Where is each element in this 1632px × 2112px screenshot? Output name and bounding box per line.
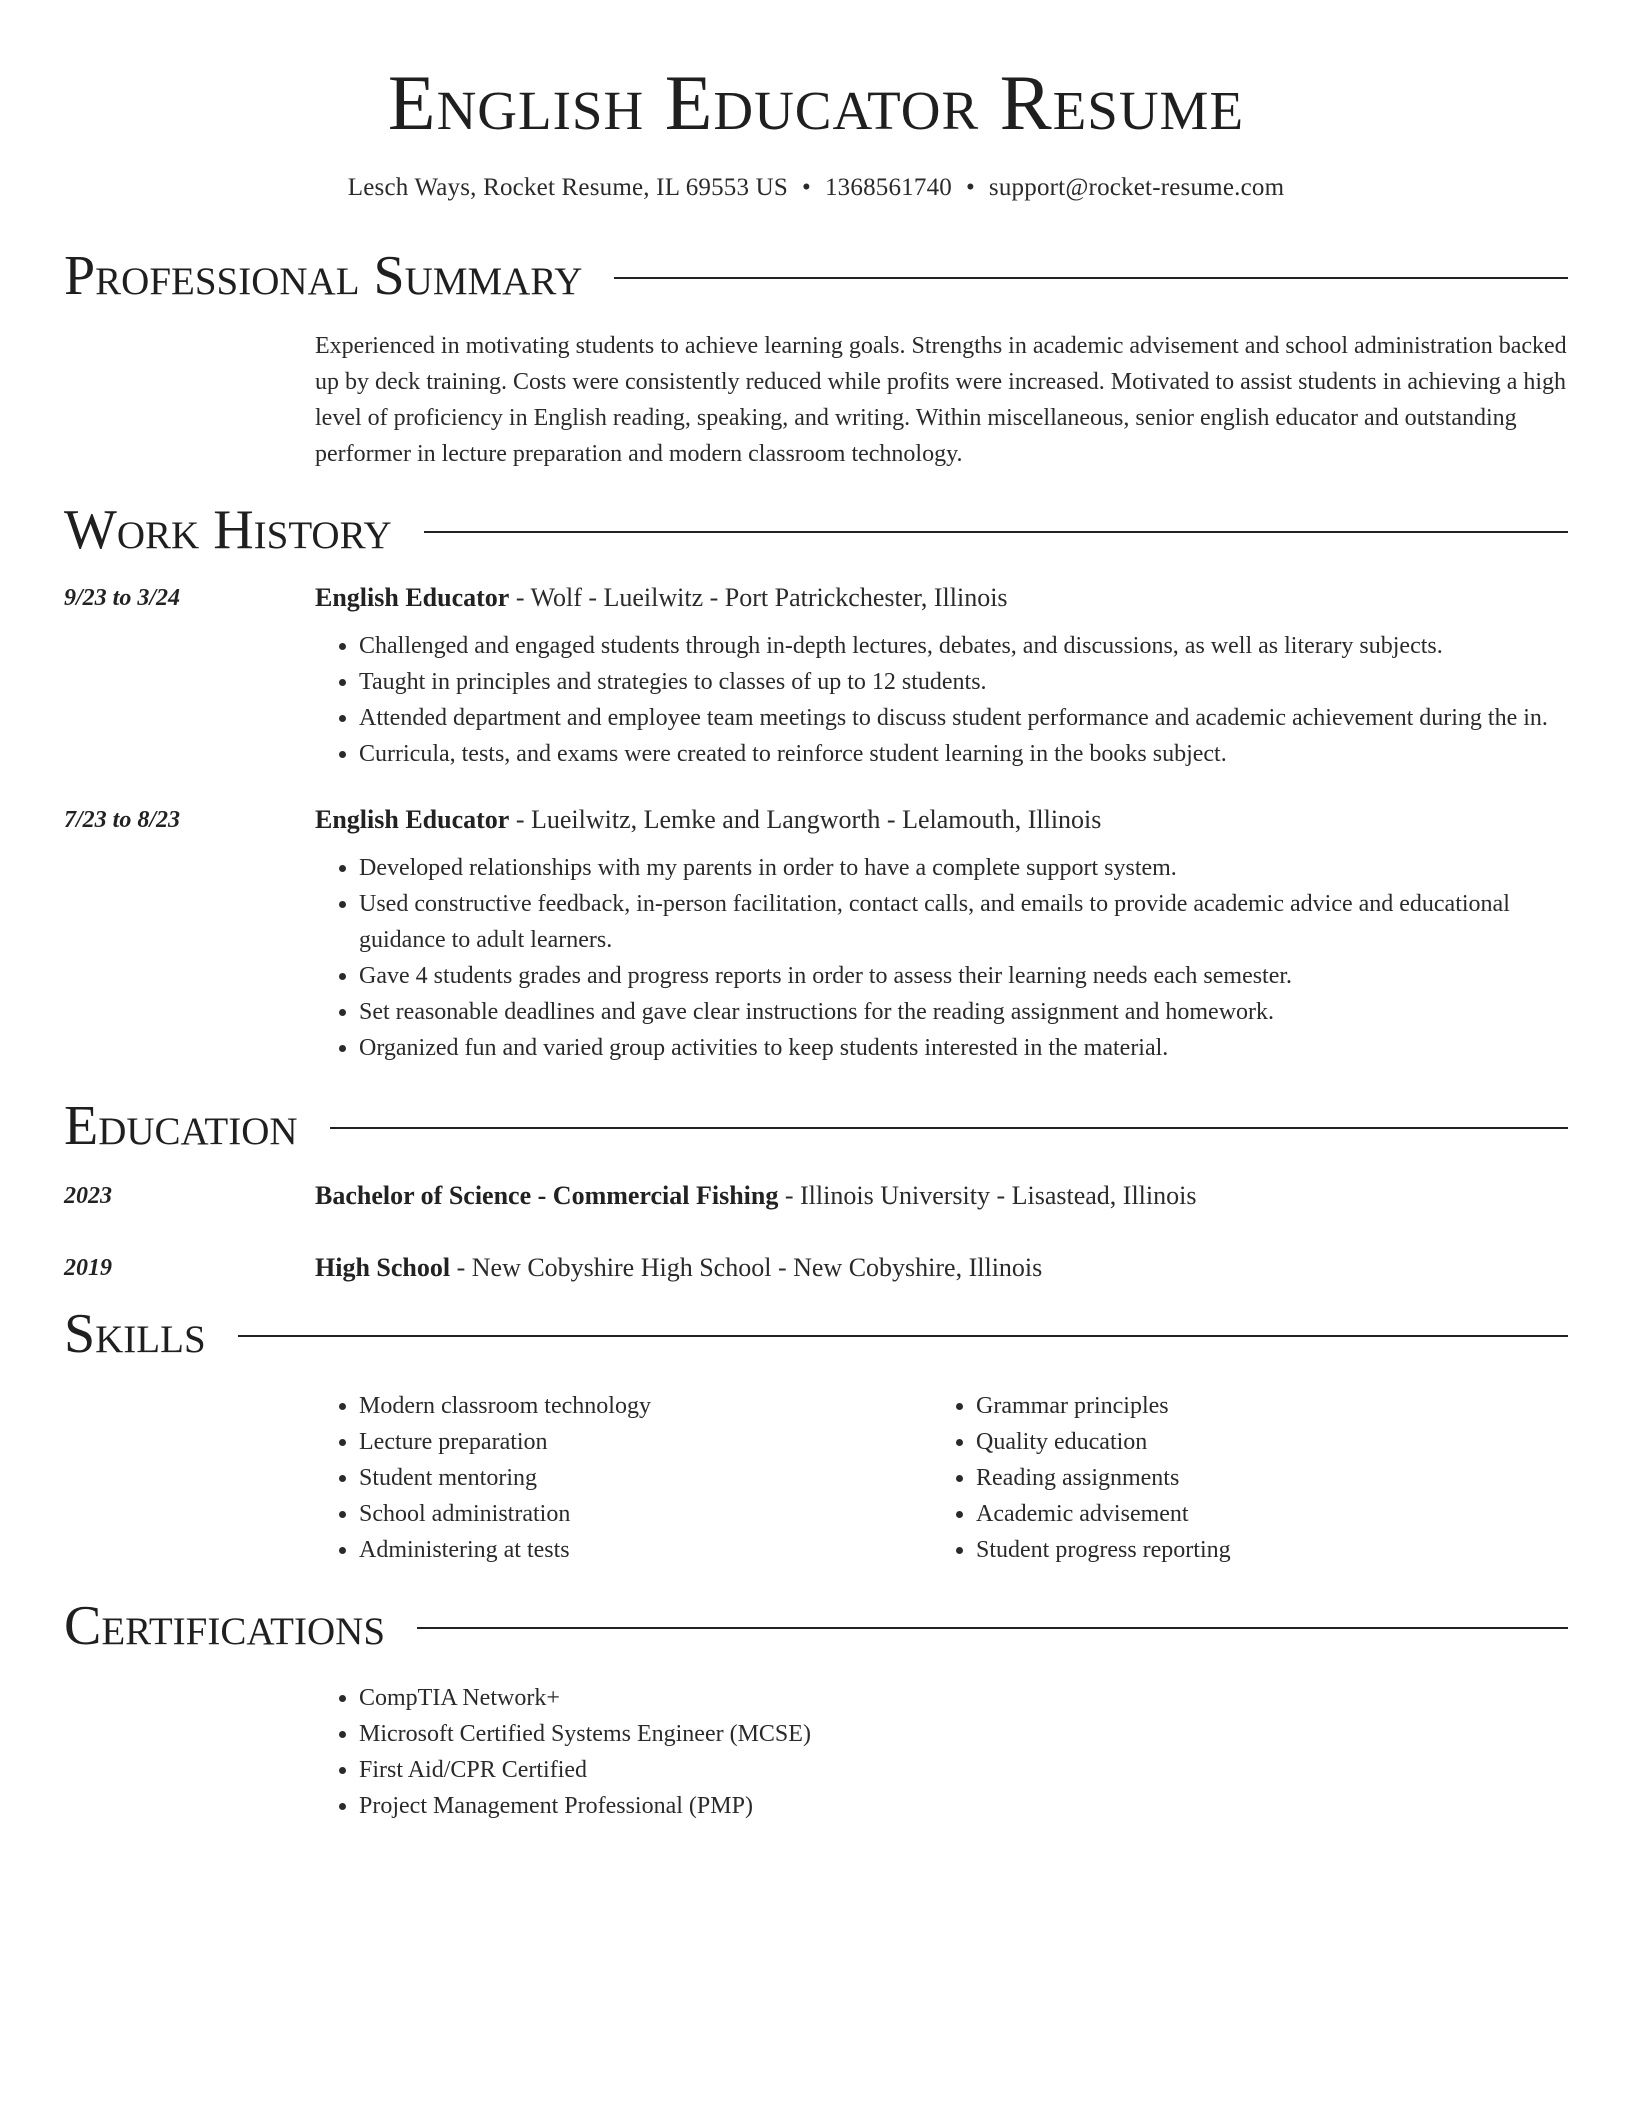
contact-address: Lesch Ways, Rocket Resume, IL 69553 US <box>347 174 789 201</box>
education-heading: Education <box>64 1095 298 1157</box>
job-entry <box>64 580 1568 772</box>
education-details: - Illinois University - Lisastead, Illinois <box>778 1181 1197 1210</box>
list-item: • Student progress reporting <box>976 1532 1549 1568</box>
list-item: • Organized fun and varied group activities to keep students interested in the material. <box>359 1030 1568 1066</box>
list-item: • Set reasonable deadlines and gave clear instructions for the reading assignment and homework. <box>359 994 1568 1030</box>
contact-phone: 1368561740 <box>824 174 952 201</box>
work-history-heading: Work History <box>64 499 392 561</box>
education-content <box>315 1250 1568 1286</box>
job-heading <box>315 580 1568 616</box>
list-item: • Modern classroom technology <box>359 1388 932 1424</box>
job-content <box>315 580 1568 772</box>
summary-header <box>64 244 1568 308</box>
job-bullets <box>315 628 1568 772</box>
list-item: • Academic advisement <box>976 1496 1549 1532</box>
job-content <box>315 802 1568 1066</box>
list-item: • Curricula, tests, and exams were created to reinforce student learning in the books subject. <box>359 736 1568 772</box>
section-divider <box>417 1627 1568 1629</box>
education-content <box>315 1178 1568 1214</box>
contact-line <box>64 174 1568 202</box>
job-title: English Educator <box>315 805 510 834</box>
job-details: - Lueilwitz, Lemke and Langworth - Lelamouth, Illinois <box>509 805 1102 834</box>
education-degree: Bachelor of Science - Commercial Fishing <box>315 1181 779 1210</box>
list-item: • Used constructive feedback, in-person facilitation, contact calls, and emails to provide academic advice and educational guidance to adult learners. <box>359 886 1568 958</box>
education-heading-line <box>315 1178 1568 1214</box>
education-heading-line <box>315 1250 1568 1286</box>
skills-heading: Skills <box>64 1303 206 1365</box>
skills-list-right <box>932 1388 1549 1568</box>
list-item: • Developed relationships with my parents in order to have a complete support system. <box>359 850 1568 886</box>
education-degree: High School <box>315 1253 451 1282</box>
contact-separator: • <box>965 174 975 201</box>
section-divider <box>330 1127 1568 1129</box>
skills-section <box>64 1302 1568 1568</box>
skills-grid <box>64 1388 1568 1568</box>
summary-heading: Professional Summary <box>64 245 583 307</box>
skills-header <box>64 1302 1568 1366</box>
education-year: 2023 <box>64 1183 112 1209</box>
summary-text: Experienced in motivating students to achieve learning goals. Strengths in academic advisement and school administration backed up by deck training. Costs were consistently reduced while profits were increased. Motivated to assist students in achieving a high level of proficiency in English reading, speaking, and writing. Within miscellaneous, senior english educator and outstanding performer in lecture preparation and modern classroom technology. <box>315 333 1567 467</box>
job-dates: 9/23 to 3/24 <box>64 585 181 611</box>
resume-page <box>64 0 1568 1824</box>
list-item: • Attended department and employee team meetings to discuss student performance and academic achievement during the in. <box>359 700 1568 736</box>
certifications-list-wrap <box>64 1680 1568 1824</box>
resume-title: English Educator Resume <box>387 59 1245 146</box>
contact-separator: • <box>802 174 811 201</box>
job-entry <box>64 802 1568 1066</box>
certifications-list <box>315 1680 1568 1824</box>
skills-list-left <box>315 1388 932 1568</box>
list-item: • Administering at tests <box>359 1532 932 1568</box>
list-item: • Lecture preparation <box>359 1424 932 1460</box>
skills-column-left <box>315 1388 932 1568</box>
education-header <box>64 1094 1568 1158</box>
list-item: • CompTIA Network+ <box>359 1680 1568 1716</box>
job-details: - Wolf - Lueilwitz - Port Patrickchester, Illinois <box>509 583 1008 612</box>
job-title: English Educator <box>315 583 510 612</box>
list-item: • Quality education <box>976 1424 1549 1460</box>
list-item: • Gave 4 students grades and progress reports in order to assess their learning needs each semester. <box>359 958 1568 994</box>
section-divider <box>424 531 1568 533</box>
list-item: • Challenged and engaged students through in-depth lectures, debates, and discussions, as well as literary subjects. <box>359 628 1568 664</box>
section-divider <box>614 277 1568 279</box>
list-item: • School administration <box>359 1496 932 1532</box>
list-item: • Taught in principles and strategies to classes of up to 12 students. <box>359 664 1568 700</box>
list-item: • Project Management Professional (PMP) <box>359 1788 1568 1824</box>
certifications-section <box>64 1594 1568 1824</box>
education-entry <box>64 1178 1568 1214</box>
work-history-header <box>64 498 1568 562</box>
education-year: 2019 <box>64 1255 112 1281</box>
education-details: - New Cobyshire High School - New Cobyshire, Illinois <box>450 1253 1043 1282</box>
work-history-section <box>64 498 1568 1066</box>
certifications-header <box>64 1594 1568 1658</box>
job-dates: 7/23 to 8/23 <box>64 807 181 833</box>
list-item: • Student mentoring <box>359 1460 932 1496</box>
job-bullets <box>315 850 1568 1066</box>
education-entry <box>64 1250 1568 1286</box>
list-item: • First Aid/CPR Certified <box>359 1752 1568 1788</box>
list-item: • Reading assignments <box>976 1460 1549 1496</box>
education-section <box>64 1094 1568 1286</box>
certifications-heading: Certifications <box>64 1595 386 1657</box>
summary-section <box>64 244 1568 472</box>
skills-column-right <box>932 1388 1549 1568</box>
list-item: • Microsoft Certified Systems Engineer (MCSE) <box>359 1716 1568 1752</box>
job-heading <box>315 802 1568 838</box>
list-item: • Grammar principles <box>976 1388 1549 1424</box>
section-divider <box>238 1335 1568 1337</box>
contact-email: support@rocket-resume.com <box>988 174 1285 201</box>
